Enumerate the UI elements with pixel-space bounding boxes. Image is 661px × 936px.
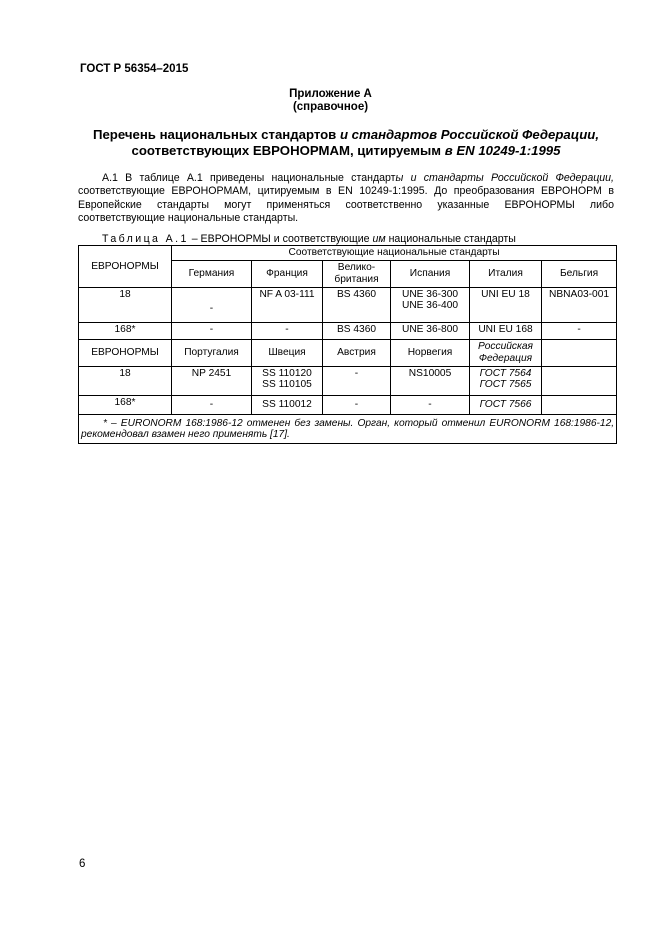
table-cell: - — [172, 287, 252, 322]
table-cell: UNE 36-300 UNE 36-400 — [391, 287, 470, 322]
table-cell: 168* — [79, 322, 172, 339]
table-row — [79, 395, 617, 414]
country-cell: Италия — [470, 260, 542, 287]
table-cell: UNI EU 18 — [470, 287, 542, 322]
country-cell: Российская Федерация — [470, 339, 542, 366]
annex-heading — [78, 127, 614, 159]
table-cell: 18 — [79, 366, 172, 395]
table-caption-italic: им — [372, 233, 386, 245]
heading-part-3: соответствующих ЕВРОНОРМАМ, цитируемым — [131, 143, 445, 158]
paragraph-s2: ы и стандарты Российской Федерации, — [395, 172, 614, 184]
country-cell: Велико- британия — [323, 260, 391, 287]
document-code: ГОСТ Р 56354–2015 — [80, 63, 189, 75]
table-cell: NF A 03-111 — [252, 287, 323, 322]
annex-subtitle: (справочное) — [292, 101, 369, 113]
heading-part-4: в EN 10249-1:1995 — [444, 143, 561, 158]
table-row — [79, 366, 617, 395]
header-national-standards: Соответствующие национальные стандарты — [172, 246, 617, 261]
table-caption-text-1: – ЕВРОНОРМЫ и соответствующие — [188, 233, 373, 245]
table-cell: BS 4360 — [323, 287, 391, 322]
table-cell — [542, 395, 617, 414]
table-cell: - — [172, 322, 252, 339]
country-cell: Норвегия — [391, 339, 470, 366]
intro-paragraph — [78, 172, 614, 226]
table-cell: - — [323, 366, 391, 395]
header-euronorm: ЕВРОНОРМЫ — [79, 246, 172, 288]
table-cell: - — [391, 395, 470, 414]
country-cell: Австрия — [323, 339, 391, 366]
annex-title-text: Приложение А — [289, 88, 372, 100]
header-euronorm-2: ЕВРОНОРМЫ — [79, 339, 172, 366]
table-cell: NS10005 — [391, 366, 470, 395]
table-cell — [542, 366, 617, 395]
table-caption-text-2: национальные стандарты — [385, 233, 516, 245]
country-cell: Германия — [172, 260, 252, 287]
table-cell: ГОСТ 7566 — [470, 395, 542, 414]
table-cell: SS 110012 — [252, 395, 323, 414]
table-cell: - — [542, 322, 617, 339]
table-caption — [102, 233, 516, 245]
table-footnote-row — [79, 414, 617, 443]
country-cell: Бельгия — [542, 260, 617, 287]
table-row — [79, 287, 617, 322]
table-cell: 168* — [79, 395, 172, 414]
country-cell: Португалия — [172, 339, 252, 366]
paragraph-s3: соответствующие ЕВРОНОРМАМ, цитируемым в EN 10249-1:1995. До преобразования ЕВРОНОРМ в Европейские стандарты могут применяться соответственно указанные ЕВРОНОРМЫ либо соответствующие национальные стандарты. — [78, 185, 614, 225]
table-cell: - — [172, 395, 252, 414]
heading-part-2: и стандартов Российской Федерации, — [339, 127, 600, 142]
country-cell: Испания — [391, 260, 470, 287]
country-cell: Швеция — [252, 339, 323, 366]
paragraph-s1: А.1 В таблице А.1 приведены национальные стандарт — [102, 172, 396, 184]
table-cell: NBNA03-001 — [542, 287, 617, 322]
table-cell: NP 2451 — [172, 366, 252, 395]
table-row — [79, 322, 617, 339]
table-cell: 18 — [79, 287, 172, 322]
table-cell: BS 4360 — [323, 322, 391, 339]
table-caption-label: Таблица А.1 — [102, 233, 189, 245]
standards-table — [78, 245, 617, 444]
table-cell: ГОСТ 7564 ГОСТ 7565 — [470, 366, 542, 395]
table-cell: SS 110120 SS 110105 — [252, 366, 323, 395]
annex-title — [0, 88, 661, 114]
country-row-2 — [79, 339, 617, 366]
country-cell: Франция — [252, 260, 323, 287]
footnote-text: * – EURONORM 168:1986-12 отменен без замены. Орган, который отменил EURONORM 168:1986-12, рекомендовал взамен него применять [17]. — [81, 417, 615, 441]
heading-part-1: Перечень национальных стандартов — [92, 127, 340, 142]
table-cell: UNE 36-800 — [391, 322, 470, 339]
page-number: 6 — [79, 858, 86, 870]
table-cell: - — [323, 395, 391, 414]
table-header-row — [79, 246, 617, 261]
country-cell — [542, 339, 617, 366]
table-cell: UNI EU 168 — [470, 322, 542, 339]
table-cell: - — [252, 322, 323, 339]
table-footnote — [79, 414, 617, 443]
